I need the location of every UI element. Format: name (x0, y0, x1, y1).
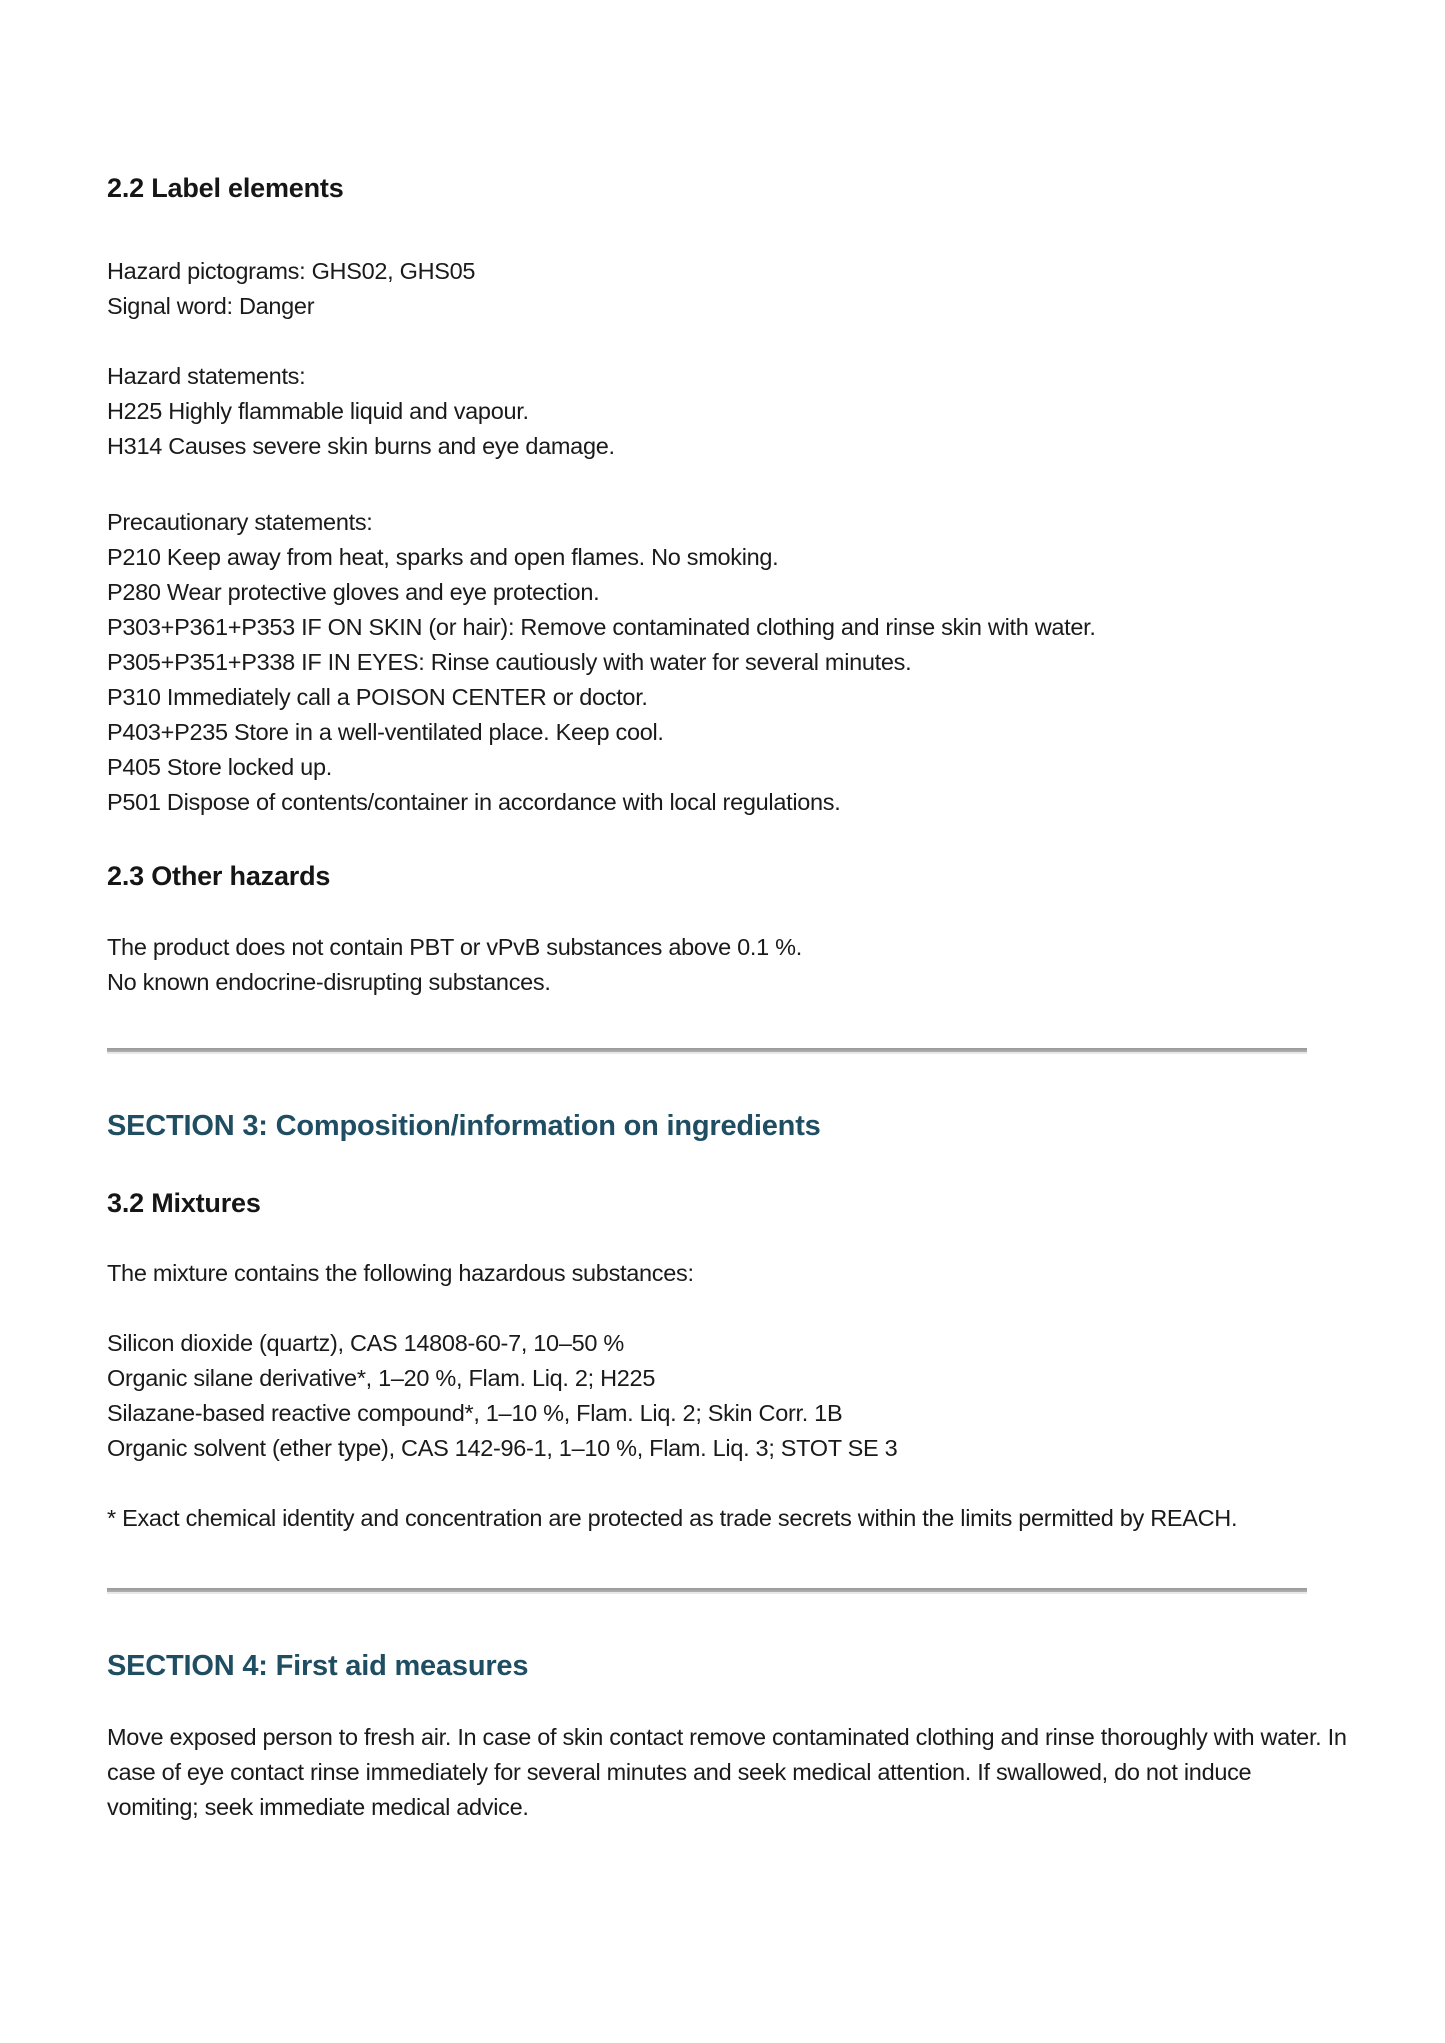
trade-secret-footnote: * Exact chemical identity and concentration are protected as trade secrets within the limits permitted by REACH. (107, 1505, 1238, 1531)
precautionary-statement-p280: P280 Wear protective gloves and eye protection. (107, 579, 600, 605)
other-hazards-endocrine-line: No known endocrine-disrupting substances. (107, 969, 551, 995)
hazard-statement-h225: H225 Highly flammable liquid and vapour. (107, 398, 529, 424)
section-4-heading: SECTION 4: First aid measures (107, 1650, 529, 1682)
section-2-3-heading: 2.3 Other hazards (107, 861, 331, 891)
first-aid-body-paragraph: Move exposed person to fresh air. In case of skin contact remove contaminated clothing and rinse thoroughly with water. In case of eye contact rinse immediately for several minutes and seek medical attention. If swallowed, do not induce vomiting; seek immediate medical advice. (107, 1724, 1347, 1820)
mixtures-intro-line: The mixture contains the following hazardous substances: (107, 1260, 694, 1286)
precautionary-statement-p305: P305+P351+P338 IF IN EYES: Rinse cautiously with water for several minutes. (107, 649, 912, 675)
section-3-2-heading: 3.2 Mixtures (107, 1188, 261, 1218)
precautionary-statement-p210: P210 Keep away from heat, sparks and open flames. No smoking. (107, 544, 779, 570)
section-divider (107, 1588, 1307, 1594)
signal-word-line: Signal word: Danger (107, 293, 315, 319)
other-hazards-pbt-line: The product does not contain PBT or vPvB substances above 0.1 %. (107, 934, 802, 960)
precautionary-statement-p403: P403+P235 Store in a well-ventilated place. Keep cool. (107, 719, 664, 745)
precautionary-statement-p501: P501 Dispose of contents/container in accordance with local regulations. (107, 789, 841, 815)
precautionary-statement-p303: P303+P361+P353 IF ON SKIN (or hair): Remove contaminated clothing and rinse skin with water. (107, 614, 1096, 640)
precautionary-statement-p405: P405 Store locked up. (107, 754, 332, 780)
section-3-heading: SECTION 3: Composition/information on ingredients (107, 1110, 821, 1142)
hazard-pictograms-line: Hazard pictograms: GHS02, GHS05 (107, 258, 476, 284)
substance-organic-silane: Organic silane derivative*, 1–20 %, Flam. Liq. 2; H225 (107, 1365, 656, 1391)
substance-organic-solvent: Organic solvent (ether type), CAS 142-96-1, 1–10 %, Flam. Liq. 3; STOT SE 3 (107, 1435, 898, 1461)
precautionary-statement-p310: P310 Immediately call a POISON CENTER or doctor. (107, 684, 648, 710)
precautionary-statements-label: Precautionary statements: (107, 509, 373, 535)
hazard-statements-label: Hazard statements: (107, 363, 306, 389)
substance-silicon-dioxide: Silicon dioxide (quartz), CAS 14808-60-7, 10–50 % (107, 1330, 624, 1356)
section-divider (107, 1048, 1307, 1054)
hazard-statement-h314: H314 Causes severe skin burns and eye damage. (107, 433, 615, 459)
substance-silazane-compound: Silazane-based reactive compound*, 1–10 %, Flam. Liq. 2; Skin Corr. 1B (107, 1400, 843, 1426)
section-2-2-heading: 2.2 Label elements (107, 173, 344, 203)
